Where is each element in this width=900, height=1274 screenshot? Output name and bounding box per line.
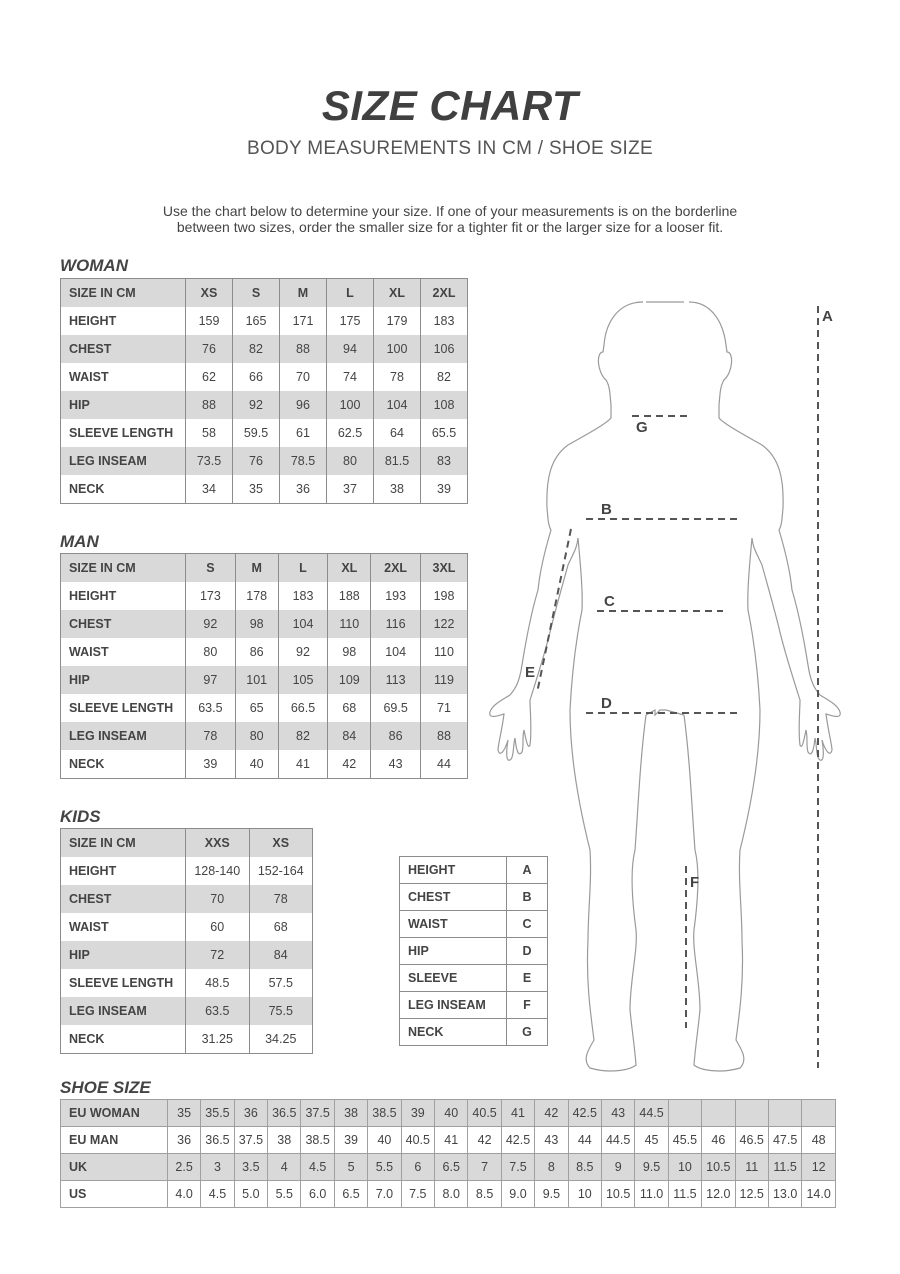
shoe-cell — [735, 1100, 768, 1127]
table-cell: 98 — [328, 638, 371, 666]
shoe-cell: 7.5 — [401, 1181, 434, 1208]
row-label: SIZE IN CM — [61, 829, 186, 858]
shoe-cell: 6.5 — [435, 1154, 468, 1181]
table-row — [61, 666, 468, 694]
table-cell: 57.5 — [249, 969, 313, 997]
shoe-cell: 42 — [535, 1100, 568, 1127]
table-row — [61, 391, 468, 419]
table-cell: 35 — [233, 475, 280, 504]
shoe-cell: 13.0 — [768, 1181, 801, 1208]
shoe-cell: 6.5 — [334, 1181, 367, 1208]
shoe-cell: 9.5 — [535, 1181, 568, 1208]
table-cell: 101 — [235, 666, 278, 694]
shoe-cell: 4.0 — [167, 1181, 200, 1208]
table-cell: 92 — [278, 638, 328, 666]
table-cell: 65.5 — [421, 419, 468, 447]
legend-label: HEIGHT — [400, 857, 507, 884]
table-cell: 48.5 — [186, 969, 250, 997]
table-cell: 82 — [421, 363, 468, 391]
table-header-row — [61, 829, 313, 858]
page-subtitle: BODY MEASUREMENTS IN CM / SHOE SIZE — [246, 138, 654, 159]
legend-label: HIP — [400, 938, 507, 965]
shoe-cell: 6 — [401, 1154, 434, 1181]
table-cell: 109 — [328, 666, 371, 694]
size-header-cell: S — [186, 554, 236, 583]
shoe-cell: 10 — [668, 1154, 701, 1181]
table-cell: 73.5 — [186, 447, 233, 475]
table-cell: 34.25 — [249, 1025, 313, 1054]
table-cell: 159 — [186, 307, 233, 335]
shoe-cell: 11.0 — [635, 1181, 668, 1208]
row-label: UK — [61, 1154, 168, 1181]
table-cell: 97 — [186, 666, 236, 694]
legend-letter: B — [507, 884, 548, 911]
shoe-cell — [768, 1100, 801, 1127]
table-row — [61, 722, 468, 750]
table-cell: 63.5 — [186, 997, 250, 1025]
row-label: WAIST — [61, 638, 186, 666]
legend-letter: G — [507, 1019, 548, 1046]
legend-letter: D — [507, 938, 548, 965]
shoe-cell: 45 — [635, 1127, 668, 1154]
marker-g: G — [636, 419, 648, 436]
size-header-cell: M — [280, 279, 327, 308]
table-row — [61, 750, 468, 779]
table-row — [61, 419, 468, 447]
shoe-cell: 5.5 — [268, 1181, 301, 1208]
shoe-cell: 41 — [501, 1100, 534, 1127]
table-row — [61, 1025, 313, 1054]
table-cell: 82 — [278, 722, 328, 750]
table-cell: 96 — [280, 391, 327, 419]
row-label: WAIST — [61, 913, 186, 941]
table-row — [61, 475, 468, 504]
shoe-cell: 9 — [601, 1154, 634, 1181]
shoe-cell: 5.0 — [234, 1181, 267, 1208]
row-label: EU WOMAN — [61, 1100, 168, 1127]
shoe-cell: 35.5 — [201, 1100, 234, 1127]
table-row — [61, 694, 468, 722]
table-cell: 104 — [374, 391, 421, 419]
shoe-cell: 9.0 — [501, 1181, 534, 1208]
shoe-cell: 37.5 — [301, 1100, 334, 1127]
row-label: HEIGHT — [61, 307, 186, 335]
shoe-cell: 4.5 — [301, 1154, 334, 1181]
table-cell: 100 — [327, 391, 374, 419]
table-cell: 60 — [186, 913, 250, 941]
shoe-cell: 41 — [435, 1127, 468, 1154]
table-cell: 171 — [280, 307, 327, 335]
table-cell: 116 — [371, 610, 421, 638]
table-cell: 122 — [420, 610, 467, 638]
shoe-cell: 38 — [334, 1100, 367, 1127]
table-cell: 80 — [235, 722, 278, 750]
table-cell: 110 — [420, 638, 467, 666]
shoe-cell: 4.5 — [201, 1181, 234, 1208]
woman-section-title: WOMAN — [60, 256, 128, 275]
table-cell: 75.5 — [249, 997, 313, 1025]
table-cell: 69.5 — [371, 694, 421, 722]
kids-section-title: KIDS — [60, 807, 101, 826]
size-header-cell: XS — [186, 279, 233, 308]
table-row — [61, 335, 468, 363]
table-cell: 175 — [327, 307, 374, 335]
legend-letter: C — [507, 911, 548, 938]
page-title: SIZE CHART — [321, 82, 579, 129]
table-cell: 58 — [186, 419, 233, 447]
shoe-cell: 35 — [167, 1100, 200, 1127]
table-cell: 44 — [420, 750, 467, 779]
table-cell: 68 — [328, 694, 371, 722]
body-outline — [490, 302, 840, 1071]
table-cell: 38 — [374, 475, 421, 504]
table-cell: 80 — [186, 638, 236, 666]
shoe-cell: 47.5 — [768, 1127, 801, 1154]
shoe-cell: 40.5 — [401, 1127, 434, 1154]
table-cell: 88 — [280, 335, 327, 363]
table-cell: 78.5 — [280, 447, 327, 475]
table-cell: 70 — [280, 363, 327, 391]
shoe-cell: 45.5 — [668, 1127, 701, 1154]
shoe-cell: 7 — [468, 1154, 501, 1181]
shoe-cell: 39 — [401, 1100, 434, 1127]
table-row — [61, 913, 313, 941]
table-cell: 113 — [371, 666, 421, 694]
table-cell: 59.5 — [233, 419, 280, 447]
table-cell: 183 — [278, 582, 328, 610]
shoe-cell: 36 — [167, 1127, 200, 1154]
table-cell: 188 — [328, 582, 371, 610]
table-cell: 88 — [420, 722, 467, 750]
shoe-cell: 36 — [234, 1100, 267, 1127]
shoe-cell: 3 — [201, 1154, 234, 1181]
table-row — [61, 447, 468, 475]
marker-a: A — [822, 308, 833, 325]
row-label: SIZE IN CM — [61, 279, 186, 308]
table-cell: 128-140 — [186, 857, 250, 885]
row-label: HIP — [61, 391, 186, 419]
marker-f: F — [690, 874, 700, 891]
row-label: WAIST — [61, 363, 186, 391]
shoe-cell — [802, 1100, 836, 1127]
table-cell: 86 — [371, 722, 421, 750]
shoe-cell: 42.5 — [568, 1100, 601, 1127]
shoe-section-title: SHOE SIZE — [60, 1078, 151, 1097]
shoe-row — [61, 1181, 836, 1208]
shoe-cell: 38.5 — [368, 1100, 401, 1127]
legend-label: WAIST — [400, 911, 507, 938]
shoe-cell: 38 — [268, 1127, 301, 1154]
intro-line-1: Use the chart below to determine your size. If one of your measurements is on the borderline — [162, 203, 738, 219]
row-label: CHEST — [61, 335, 186, 363]
man-size-table — [60, 553, 468, 779]
table-cell: 152-164 — [249, 857, 313, 885]
shoe-cell: 36.5 — [201, 1127, 234, 1154]
measure-lines — [537, 306, 818, 1068]
man-section-title: MAN — [60, 532, 99, 551]
table-cell: 105 — [278, 666, 328, 694]
row-label: US — [61, 1181, 168, 1208]
shoe-cell: 48 — [802, 1127, 836, 1154]
row-label: NECK — [61, 475, 186, 504]
table-cell: 84 — [328, 722, 371, 750]
size-header-cell: M — [235, 554, 278, 583]
legend-label: CHEST — [400, 884, 507, 911]
row-label: SIZE IN CM — [61, 554, 186, 583]
shoe-cell — [702, 1100, 735, 1127]
legend-label: NECK — [400, 1019, 507, 1046]
shoe-cell: 10.5 — [601, 1181, 634, 1208]
table-row — [61, 638, 468, 666]
shoe-cell: 44.5 — [601, 1127, 634, 1154]
row-label: HIP — [61, 666, 186, 694]
size-header-cell: 3XL — [420, 554, 467, 583]
table-cell: 104 — [278, 610, 328, 638]
shoe-cell: 44 — [568, 1127, 601, 1154]
shoe-cell: 8 — [535, 1154, 568, 1181]
shoe-cell: 38.5 — [301, 1127, 334, 1154]
row-label: CHEST — [61, 885, 186, 913]
shoe-cell: 8.5 — [468, 1181, 501, 1208]
table-cell: 86 — [235, 638, 278, 666]
table-cell: 65 — [235, 694, 278, 722]
table-row — [61, 857, 313, 885]
shoe-cell: 14.0 — [802, 1181, 836, 1208]
table-cell: 39 — [186, 750, 236, 779]
shoe-cell: 46.5 — [735, 1127, 768, 1154]
table-cell: 76 — [233, 447, 280, 475]
legend-letter: F — [507, 992, 548, 1019]
row-label: HEIGHT — [61, 582, 186, 610]
table-cell: 100 — [374, 335, 421, 363]
table-cell: 92 — [233, 391, 280, 419]
table-cell: 84 — [249, 941, 313, 969]
row-label: SLEEVE LENGTH — [61, 694, 186, 722]
shoe-cell: 12 — [802, 1154, 836, 1181]
size-header-cell: XXS — [186, 829, 250, 858]
table-cell: 81.5 — [374, 447, 421, 475]
table-cell: 193 — [371, 582, 421, 610]
table-cell: 64 — [374, 419, 421, 447]
legend-label: LEG INSEAM — [400, 992, 507, 1019]
shoe-cell: 11.5 — [768, 1154, 801, 1181]
table-row — [61, 363, 468, 391]
kids-size-table — [60, 828, 313, 1054]
shoe-cell: 9.5 — [635, 1154, 668, 1181]
table-cell: 88 — [186, 391, 233, 419]
table-row — [61, 941, 313, 969]
table-cell: 39 — [421, 475, 468, 504]
table-cell: 82 — [233, 335, 280, 363]
body-figure — [480, 290, 850, 1080]
shoe-cell: 37.5 — [234, 1127, 267, 1154]
row-label: NECK — [61, 750, 186, 779]
shoe-cell: 6.0 — [301, 1181, 334, 1208]
marker-b: B — [601, 501, 612, 518]
shoe-cell: 11.5 — [668, 1181, 701, 1208]
shoe-cell: 7.5 — [501, 1154, 534, 1181]
table-cell: 61 — [280, 419, 327, 447]
row-label: NECK — [61, 1025, 186, 1054]
table-cell: 31.25 — [186, 1025, 250, 1054]
table-cell: 78 — [186, 722, 236, 750]
table-cell: 178 — [235, 582, 278, 610]
size-header-cell: L — [327, 279, 374, 308]
shoe-row — [61, 1127, 836, 1154]
row-label: LEG INSEAM — [61, 722, 186, 750]
row-label: EU MAN — [61, 1127, 168, 1154]
table-cell: 106 — [421, 335, 468, 363]
table-cell: 173 — [186, 582, 236, 610]
table-cell: 83 — [421, 447, 468, 475]
shoe-cell: 12.5 — [735, 1181, 768, 1208]
table-cell: 94 — [327, 335, 374, 363]
table-cell: 92 — [186, 610, 236, 638]
table-cell: 78 — [374, 363, 421, 391]
legend-letter: A — [507, 857, 548, 884]
table-cell: 110 — [328, 610, 371, 638]
table-cell: 43 — [371, 750, 421, 779]
table-row — [61, 582, 468, 610]
table-cell: 62 — [186, 363, 233, 391]
legend-letter: E — [507, 965, 548, 992]
size-header-cell: 2XL — [371, 554, 421, 583]
shoe-cell: 2.5 — [167, 1154, 200, 1181]
shoe-cell — [668, 1100, 701, 1127]
table-header-row — [61, 554, 468, 583]
table-cell: 37 — [327, 475, 374, 504]
shoe-cell: 4 — [268, 1154, 301, 1181]
marker-d: D — [601, 695, 612, 712]
shoe-cell: 40.5 — [468, 1100, 501, 1127]
table-cell: 78 — [249, 885, 313, 913]
size-header-cell: 2XL — [421, 279, 468, 308]
shoe-row — [61, 1154, 836, 1181]
row-label: LEG INSEAM — [61, 997, 186, 1025]
size-header-cell: XL — [328, 554, 371, 583]
shoe-size-table — [60, 1099, 836, 1208]
size-header-cell: XL — [374, 279, 421, 308]
shoe-cell: 11 — [735, 1154, 768, 1181]
table-cell: 68 — [249, 913, 313, 941]
table-cell: 104 — [371, 638, 421, 666]
shoe-cell: 40 — [368, 1127, 401, 1154]
table-cell: 108 — [421, 391, 468, 419]
intro-line-2: between two sizes, order the smaller size for a tighter fit or the larger size for a looser fit. — [176, 219, 724, 235]
shoe-cell: 3.5 — [234, 1154, 267, 1181]
table-row — [61, 610, 468, 638]
row-label: CHEST — [61, 610, 186, 638]
row-label: SLEEVE LENGTH — [61, 419, 186, 447]
table-cell: 70 — [186, 885, 250, 913]
size-header-cell: XS — [249, 829, 313, 858]
table-cell: 119 — [420, 666, 467, 694]
table-header-row — [61, 279, 468, 308]
table-cell: 72 — [186, 941, 250, 969]
table-cell: 66.5 — [278, 694, 328, 722]
shoe-cell: 8.0 — [435, 1181, 468, 1208]
table-cell: 71 — [420, 694, 467, 722]
legend-label: SLEEVE — [400, 965, 507, 992]
shoe-cell: 5 — [334, 1154, 367, 1181]
shoe-cell: 12.0 — [702, 1181, 735, 1208]
marker-e: E — [525, 664, 536, 681]
table-cell: 42 — [328, 750, 371, 779]
table-cell: 198 — [420, 582, 467, 610]
shoe-cell: 7.0 — [368, 1181, 401, 1208]
shoe-cell: 8.5 — [568, 1154, 601, 1181]
table-cell: 179 — [374, 307, 421, 335]
table-cell: 74 — [327, 363, 374, 391]
table-cell: 98 — [235, 610, 278, 638]
shoe-cell: 43 — [535, 1127, 568, 1154]
table-cell: 165 — [233, 307, 280, 335]
shoe-cell: 46 — [702, 1127, 735, 1154]
row-label: HIP — [61, 941, 186, 969]
woman-size-table — [60, 278, 468, 504]
shoe-cell: 36.5 — [268, 1100, 301, 1127]
table-cell: 63.5 — [186, 694, 236, 722]
shoe-cell: 10 — [568, 1181, 601, 1208]
table-cell: 80 — [327, 447, 374, 475]
table-cell: 76 — [186, 335, 233, 363]
shoe-cell: 42.5 — [501, 1127, 534, 1154]
table-row — [61, 885, 313, 913]
shoe-cell: 39 — [334, 1127, 367, 1154]
size-header-cell: S — [233, 279, 280, 308]
row-label: HEIGHT — [61, 857, 186, 885]
table-cell: 62.5 — [327, 419, 374, 447]
row-label: SLEEVE LENGTH — [61, 969, 186, 997]
shoe-cell: 44.5 — [635, 1100, 668, 1127]
shoe-cell: 42 — [468, 1127, 501, 1154]
sleeve-measure-line — [537, 529, 571, 693]
table-cell: 40 — [235, 750, 278, 779]
table-cell: 183 — [421, 307, 468, 335]
shoe-cell: 10.5 — [702, 1154, 735, 1181]
table-row — [61, 307, 468, 335]
table-cell: 41 — [278, 750, 328, 779]
table-cell: 66 — [233, 363, 280, 391]
shoe-row — [61, 1100, 836, 1127]
marker-c: C — [604, 593, 615, 610]
intro-text — [0, 203, 900, 235]
shoe-cell: 43 — [601, 1100, 634, 1127]
shoe-cell: 40 — [435, 1100, 468, 1127]
size-header-cell: L — [278, 554, 328, 583]
table-row — [61, 969, 313, 997]
shoe-cell: 5.5 — [368, 1154, 401, 1181]
row-label: LEG INSEAM — [61, 447, 186, 475]
table-cell: 34 — [186, 475, 233, 504]
table-row — [61, 997, 313, 1025]
table-cell: 36 — [280, 475, 327, 504]
